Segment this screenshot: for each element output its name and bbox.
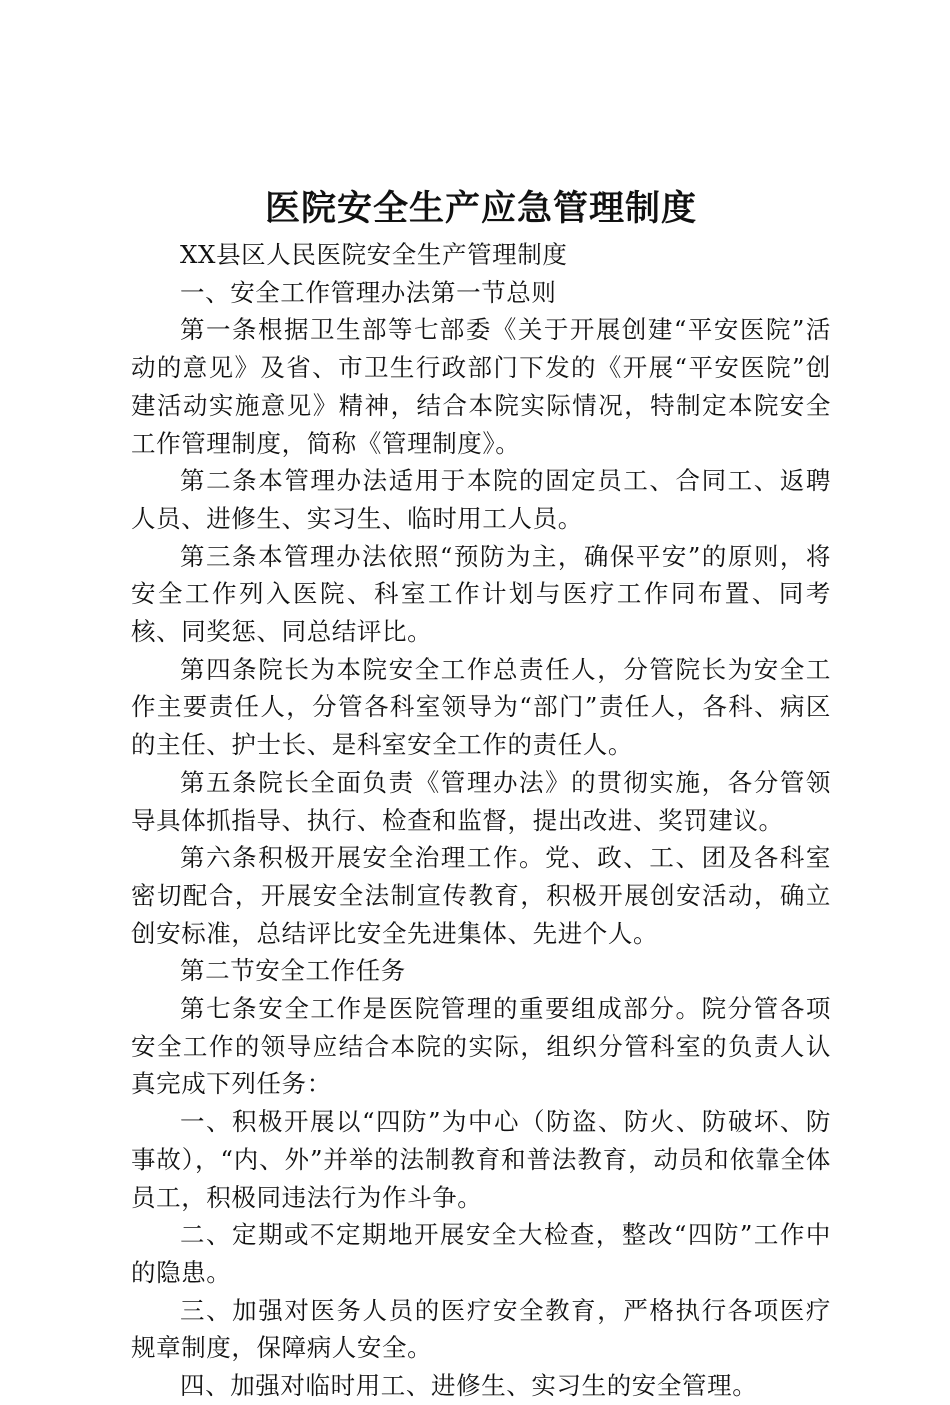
document-page bbox=[131, 186, 831, 1405]
paragraph: 一、积极开展以“四防”为中心（防盗、防火、防破坏、防事故），“内、外”并举的法制教育和普法教育，动员和依靠全体员工，积极同违法行为作斗争。 bbox=[131, 1107, 831, 1212]
document-title: 医院安全生产应急管理制度 bbox=[264, 189, 697, 229]
paragraph: 四、加强对临时用工、进修生、实习生的安全管理。 bbox=[180, 1371, 758, 1401]
paragraph: 一、安全工作管理办法第一节总则 bbox=[180, 277, 557, 307]
paragraph: XX县区人民医院安全生产管理制度 bbox=[180, 240, 568, 269]
paragraph: 第五条院长全面负责《管理办法》的贯彻实施，各分管领导具体抓指导、执行、检查和监督，提出改进、奖罚建议。 bbox=[131, 767, 831, 835]
paragraph: 第六条积极开展安全治理工作。党、政、工、团及各科室密切配合，开展安全法制宣传教育，积极开展创安活动，确立创安标准，总结评比安全先进集体、先进个人。 bbox=[131, 843, 831, 948]
paragraph: 第三条本管理办法依照“预防为主，确保平安”的原则，将安全工作列入医院、科室工作计划与医疗工作同布置、同考核、同奖惩、同总结评比。 bbox=[131, 541, 831, 647]
paragraph: 第一条根据卫生部等七部委《关于开展创建“平安医院”活动的意见》及省、市卫生行政部门下发的《开展“平安医院”创建活动实施意见》精神，结合本院实际情况，特制定本院安全工作管理制度，简称《管理制度》。 bbox=[131, 315, 831, 458]
paragraph: 三、加强对医务人员的医疗安全教育，严格执行各项医疗规章制度，保障病人安全。 bbox=[131, 1295, 831, 1363]
paragraph: 第四条院长为本院安全工作总责任人，分管院长为安全工作主要责任人，分管各科室领导为“部门”责任人，各科、病区的主任、护士长、是科室安全工作的责任人。 bbox=[131, 654, 831, 760]
paragraph: 第二条本管理办法适用于本院的固定员工、合同工、返聘人员、进修生、实习生、临时用工人员。 bbox=[131, 466, 831, 533]
paragraph: 二、定期或不定期地开展安全大检查，整改“四防”工作中的隐患。 bbox=[131, 1220, 831, 1287]
section-heading: 第二节安全工作任务 bbox=[180, 956, 406, 986]
paragraph: 第七条安全工作是医院管理的重要组成部分。院分管各项安全工作的领导应结合本院的实际，组织分管科室的负责人认真完成下列任务： bbox=[131, 994, 831, 1099]
